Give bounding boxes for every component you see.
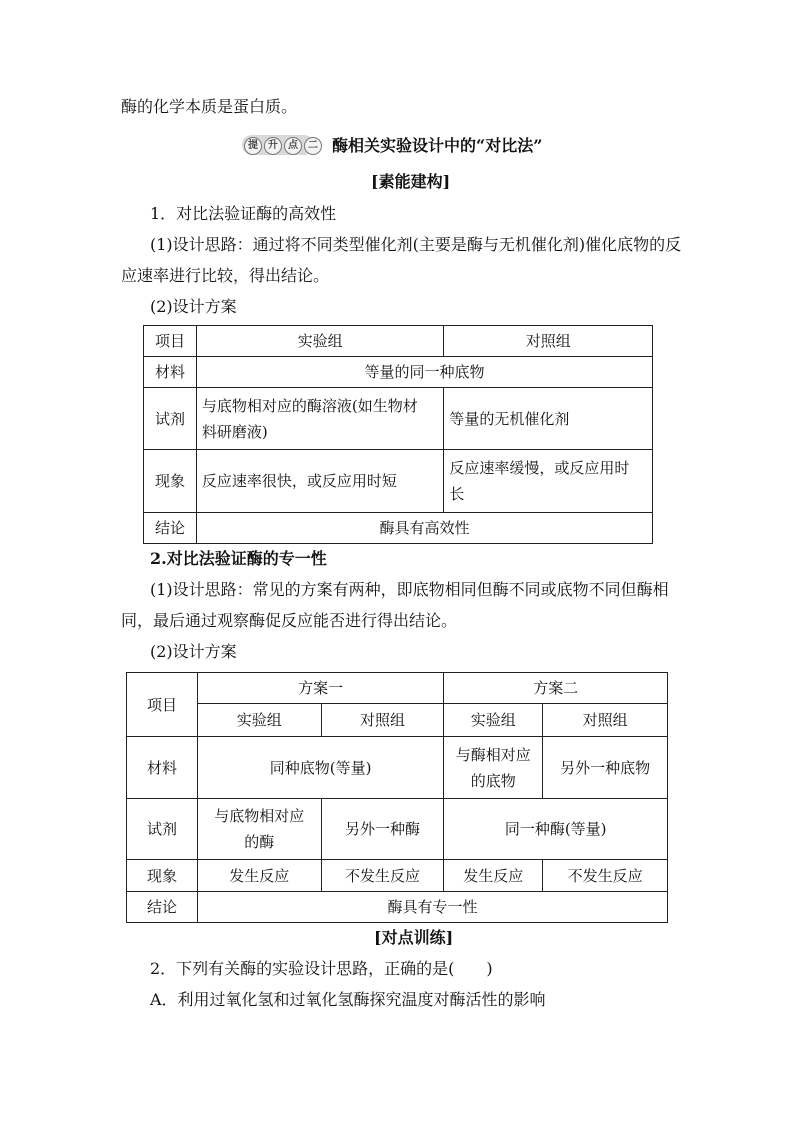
table-cell: 发生反应 xyxy=(197,860,321,892)
table-cell: 不发生反应 xyxy=(321,860,444,892)
table-cell xyxy=(197,799,321,860)
table-row xyxy=(127,737,668,799)
table-cell: 另外一种酶 xyxy=(321,799,444,860)
table-cell xyxy=(444,737,543,799)
table-cell: 等量的无机催化剂 xyxy=(444,388,653,450)
table-header-cell: 实验组 xyxy=(444,704,543,737)
row-label-cell: 现象 xyxy=(144,450,197,513)
row-label-cell: 材料 xyxy=(144,357,197,388)
cell-text: 的酶 xyxy=(244,833,275,851)
table-cell: 反应速率很快，或反应用时短 xyxy=(196,450,443,513)
cell-text: 与底物相对应 xyxy=(214,807,305,825)
table-header-cell: 对照组 xyxy=(444,326,653,357)
row-label-cell: 试剂 xyxy=(144,388,197,450)
part1-plan-label: (2)设计方案 xyxy=(150,297,237,316)
table-cell: 同一种酶(等量) xyxy=(444,799,668,860)
table-cell: 酶具有专一性 xyxy=(197,892,667,923)
table-cell: 发生反应 xyxy=(444,860,543,892)
table-row xyxy=(144,326,653,357)
subhead-training: [对点训练] xyxy=(374,928,454,947)
table-header-cell: 方案二 xyxy=(444,673,668,704)
row-label-cell: 现象 xyxy=(127,860,198,892)
intro-line: 酶的化学本质是蛋白质。 xyxy=(121,97,298,116)
table-header-cell: 对照组 xyxy=(321,704,444,737)
table-cell: 另外一种底物 xyxy=(543,737,668,799)
question-line: 2．下列有关酶的实验设计思路，正确的是( ) xyxy=(150,959,493,978)
subhead-construct: [素能建构] xyxy=(371,172,451,191)
table-row xyxy=(144,450,653,513)
table-header-cell: 项目 xyxy=(144,326,197,357)
part1-idea-line2: 应速率进行比较，得出结论。 xyxy=(121,266,330,285)
cell-text: 与底物相对应的酶溶液(如生物材 xyxy=(201,396,418,415)
row-label-cell: 试剂 xyxy=(127,799,198,860)
table-cell: 同种底物(等量) xyxy=(197,737,444,799)
specificity-table xyxy=(126,672,668,923)
section-title-text: 酶相关实验设计中的“对比法” xyxy=(332,136,543,155)
row-label-cell: 结论 xyxy=(127,892,198,923)
cell-text: 反应速率缓慢，或反应用时 xyxy=(449,459,630,477)
part2-heading: 2.对比法验证酶的专一性 xyxy=(150,549,327,568)
part1-heading: 1．对比法验证酶的高效性 xyxy=(150,204,337,223)
table-row xyxy=(144,388,653,450)
table-cell: 等量的同一种底物 xyxy=(196,357,652,388)
part2-plan-label: (2)设计方案 xyxy=(150,642,237,661)
cell-text: 的底物 xyxy=(470,771,516,790)
table-row xyxy=(144,357,653,388)
part2-idea-line2: 同，最后通过观察酶促反应能否进行得出结论。 xyxy=(121,611,458,630)
table-cell xyxy=(196,388,443,450)
section-title xyxy=(242,136,542,157)
part1-idea-line1: (1)设计思路：通过将不同类型催化剂(主要是酶与无机催化剂)催化底物的反 xyxy=(150,235,682,254)
table-header-cell: 对照组 xyxy=(543,704,668,737)
row-label-cell: 结论 xyxy=(144,513,197,544)
table-header-cell: 方案一 xyxy=(197,673,444,704)
table-row xyxy=(127,892,668,923)
row-label-cell: 材料 xyxy=(127,737,198,799)
section-badge: 提 升 点 二 xyxy=(242,135,314,155)
option-a: A．利用过氧化氢和过氧化氢酶探究温度对酶活性的影响 xyxy=(150,990,546,1009)
table-row xyxy=(144,513,653,544)
cell-text: 长 xyxy=(449,485,465,503)
table-cell: 不发生反应 xyxy=(543,860,668,892)
table-row xyxy=(127,799,668,860)
cell-text: 料研磨液) xyxy=(201,422,268,441)
efficiency-table xyxy=(143,325,653,544)
table-header-cell: 实验组 xyxy=(197,704,321,737)
table-header-cell: 实验组 xyxy=(196,326,443,357)
table-header-cell: 项目 xyxy=(127,673,198,737)
cell-text: 与酶相对应 xyxy=(455,745,531,764)
table-row xyxy=(127,704,668,737)
table-row xyxy=(127,860,668,892)
table-row xyxy=(127,673,668,704)
part2-idea-line1: (1)设计思路：常见的方案有两种，即底物相同但酶不同或底物不同但酶相 xyxy=(150,580,669,599)
table-cell xyxy=(444,450,653,513)
table-cell: 酶具有高效性 xyxy=(196,513,652,544)
